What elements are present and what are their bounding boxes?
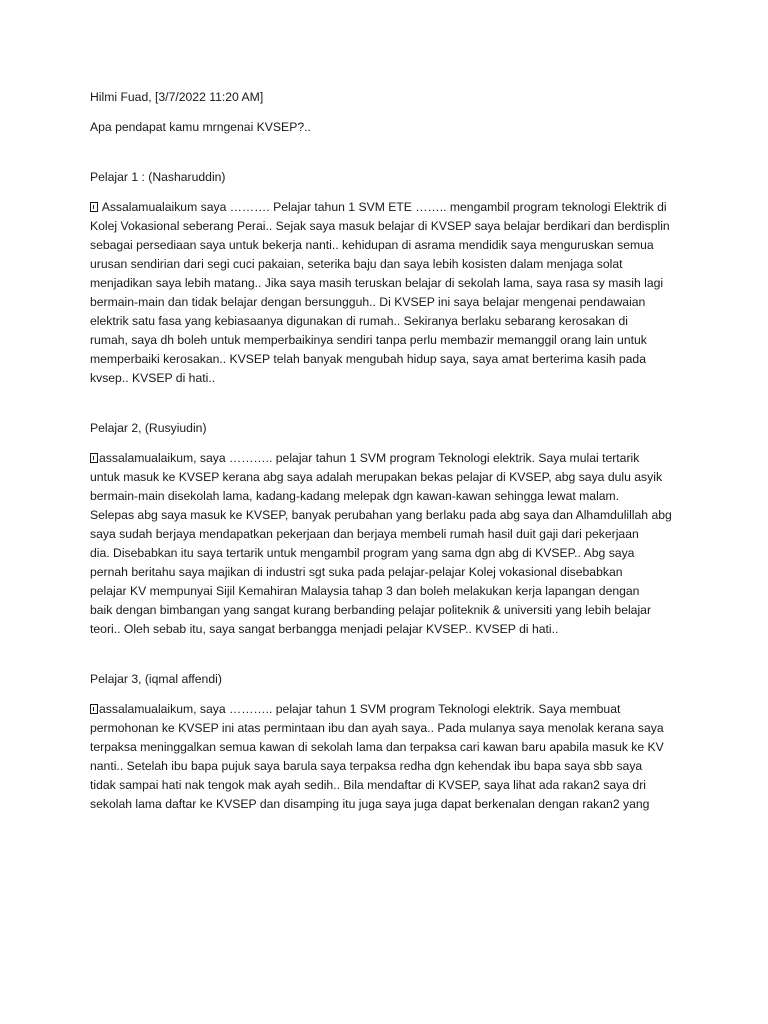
student-1-line: kvsep.. KVSEP di hati.. bbox=[90, 371, 216, 385]
student-3-line: assalamualaikum, saya ……….. pelajar tahun 1 SVM program Teknologi elektrik. Saya membuat bbox=[90, 700, 682, 719]
student-1-line: Assalamualaikum saya ………. Pelajar tahun 1 SVM ETE …….. mengambil program teknologi Elektrik di bbox=[90, 198, 682, 217]
student-2-line: baik dengan bimbangan yang sangat kurang berbanding pelajar politeknik & universiti yang lebih belajar bbox=[90, 603, 652, 617]
student-1-line: bermain-main dan tidak belajar dengan bersungguh.. Di KVSEP ini saya belajar mengenai pendawaian bbox=[90, 295, 646, 309]
student-1-response bbox=[90, 198, 682, 388]
missing-glyph-icon bbox=[90, 202, 98, 212]
student-3-line: terpaksa meninggalkan semua kawan di sekolah lama dan terpaksa cari kawan baru apabila masuk ke KV bbox=[90, 740, 664, 754]
document-page bbox=[90, 88, 682, 814]
student-2-line: untuk masuk ke KVSEP kerana abg saya adalah merupakan bekas pelajar di KVSEP, abg saya dulu asyik bbox=[90, 470, 663, 484]
student-3-line: sekolah lama daftar ke KVSEP dan disamping itu juga saya juga dapat berkenalan dengan rakan2 yang bbox=[90, 797, 650, 811]
student-2-line: assalamualaikum, saya ……….. pelajar tahun 1 SVM program Teknologi elektrik. Saya mulai tertarik bbox=[90, 449, 682, 468]
author-timestamp-line: Hilmi Fuad, [3/7/2022 11:20 AM] bbox=[90, 90, 264, 104]
student-1-line: urusan sendirian dari segi cuci pakaian, seterika baju dan saya lebih kosisten dalam menjaga solat bbox=[90, 257, 623, 271]
student-3-line: nanti.. Setelah ibu bapa pujuk saya barula saya terpaksa redha dgn kehendak ibu bapa saya sbb saya bbox=[90, 759, 643, 773]
student-2-heading: Pelajar 2, (Rusyiudin) bbox=[90, 421, 207, 435]
student-1-heading: Pelajar 1 : (Nasharuddin) bbox=[90, 170, 226, 184]
student-1-line: elektrik satu fasa yang kebiasaanya digunakan di rumah.. Sekiranya berlaku sebarang kerosakan di bbox=[90, 314, 628, 328]
question-line: Apa pendapat kamu mrngenai KVSEP?.. bbox=[90, 120, 311, 134]
student-1-line: sebagai persediaan saya untuk bekerja nanti.. kehidupan di asrama mendidik saya menguruskan semua bbox=[90, 238, 654, 252]
student-2-line: Selepas abg saya masuk ke KVSEP, banyak perubahan yang berlaku pada abg saya dan Alhamdulillah abg bbox=[90, 508, 672, 522]
student-1-line: menjadikan saya lebih matang.. Jika saya masih teruskan belajar di sekolah lama, saya rasa sy masih lagi bbox=[90, 276, 664, 290]
student-2-response bbox=[90, 449, 682, 639]
student-1-line: memperbaiki kerosakan.. KVSEP telah banyak mengubah hidup saya, saya amat berterima kasih pada bbox=[90, 352, 646, 366]
student-3-line: tidak sampai hati nak tengok mak ayah sedih.. Bila mendaftar di KVSEP, saya lihat ada rakan2 saya dri bbox=[90, 778, 646, 792]
student-3-response bbox=[90, 700, 682, 814]
missing-glyph-icon bbox=[90, 704, 98, 714]
student-3-heading: Pelajar 3, (iqmal affendi) bbox=[90, 672, 222, 686]
student-3-line: permohonan ke KVSEP ini atas permintaan ibu dan ayah saya.. Pada mulanya saya menolak kerana saya bbox=[90, 721, 664, 735]
missing-glyph-icon bbox=[90, 453, 98, 463]
student-2-line: dia. Disebabkan itu saya tertarik untuk mengambil program yang sama dgn abg di KVSEP.. Abg saya bbox=[90, 546, 635, 560]
student-1-line: Kolej Vokasional seberang Perai.. Sejak saya masuk belajar di KVSEP saya belajar berdikari dan berdisplin bbox=[90, 219, 670, 233]
student-1-line: rumah, saya dh boleh untuk memperbaikinya sendiri tanpa perlu membazir memanggil orang lain untuk bbox=[90, 333, 647, 347]
student-2-line: pernah beritahu saya majikan di industri sgt suka pada pelajar-pelajar Kolej vokasional disebabkan bbox=[90, 565, 623, 579]
student-2-line: saya sudah berjaya mendapatkan pekerjaan dan berjaya membeli rumah hasil duit gaji dari pekerjaan bbox=[90, 527, 639, 541]
student-2-line: teori.. Oleh sebab itu, saya sangat berbangga menjadi pelajar KVSEP.. KVSEP di hati.. bbox=[90, 622, 559, 636]
student-2-line: pelajar KV mempunyai Sijil Kemahiran Malaysia tahap 3 dan boleh melakukan kerja lapangan dengan bbox=[90, 584, 640, 598]
student-2-line: bermain-main disekolah lama, kadang-kadang melepak dgn kawan-kawan sehingga lewat malam. bbox=[90, 489, 620, 503]
